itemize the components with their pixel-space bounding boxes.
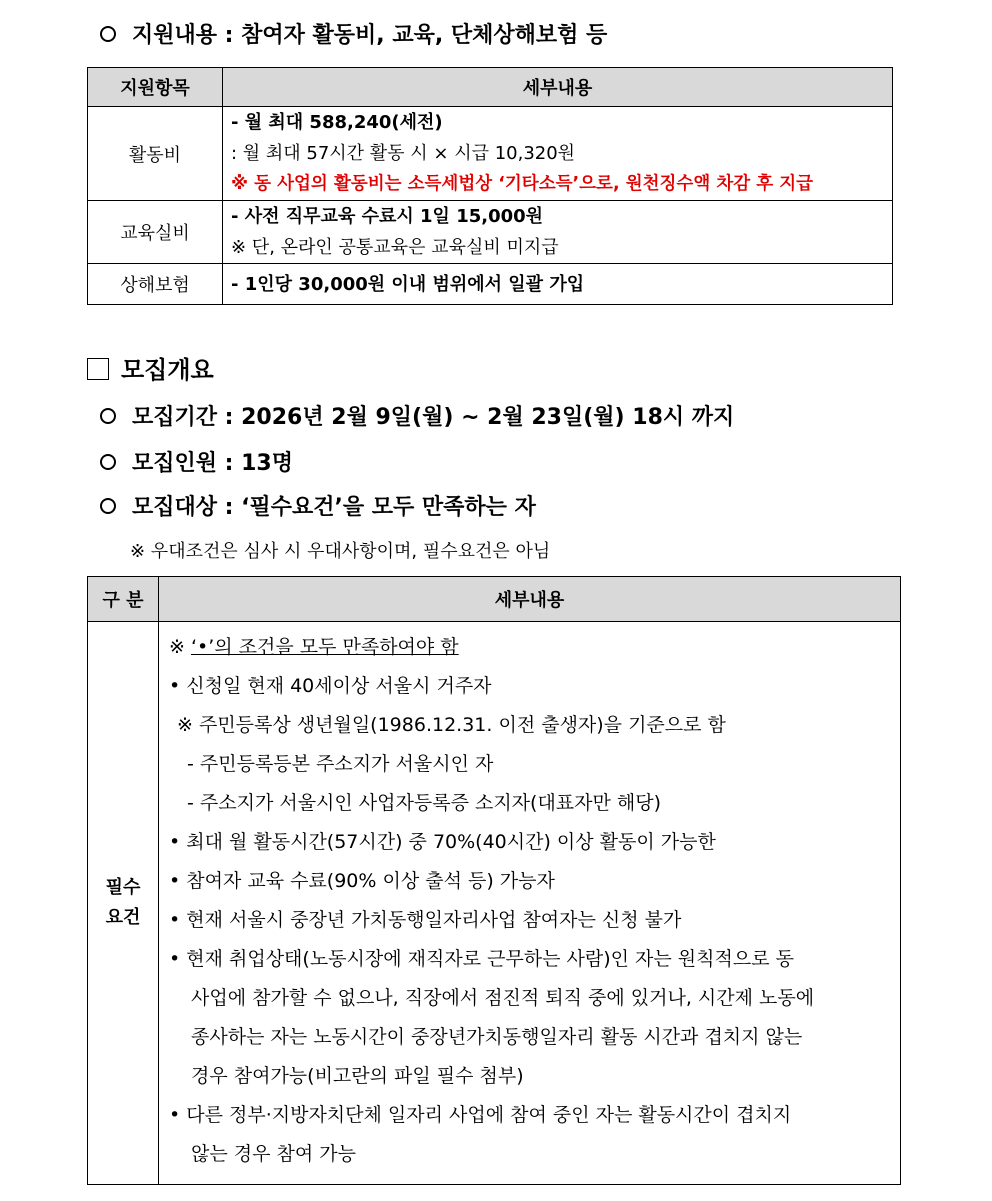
- circle-bullet-icon: [100, 26, 116, 42]
- req-label-line1: 필수: [105, 877, 141, 898]
- recruit-count: 모집인원 : 13명: [132, 451, 293, 476]
- education-line1: - 사전 직무교육 수료시 1일 15,000원: [231, 206, 544, 227]
- req-line-3: - 주민등록등본 주소지가 서울시인 자: [187, 753, 494, 775]
- req-line-6: • 참여자 교육 수료(90% 이상 출석 등) 가능자: [169, 870, 555, 892]
- req-label-line2: 요건: [105, 907, 141, 928]
- req-line-12: • 다른 정부·지방자치단체 일자리 사업에 참여 중인 자는 활동시간이 겹치지: [169, 1104, 792, 1126]
- requirements-table: [87, 576, 901, 1185]
- recruit-count-line: [100, 446, 293, 477]
- req-line-9: 사업에 참가할 수 없으나, 직장에서 점진적 퇴직 중에 있거나, 시간제 노동에: [191, 987, 815, 1009]
- req-line-11: 경우 참여가능(비고란의 파일 필수 첨부): [191, 1065, 524, 1087]
- recruit-section-title: 모집개요: [121, 356, 214, 384]
- req-line-8: • 현재 취업상태(노동시장에 재직자로 근무하는 사람)인 자는 원칙적으로 동: [169, 948, 794, 970]
- req-line-13: 않는 경우 참여 가능: [191, 1143, 356, 1165]
- activity-line2: : 월 최대 57시간 활동 시 × 시급 10,320원: [231, 143, 576, 164]
- recruit-period: 모집기간 : 2026년 2월 9일(월) ~ 2월 23일(월) 18시 까지: [132, 405, 735, 430]
- req-line-5: • 최대 월 활동시간(57시간) 중 70%(40시간) 이상 활동이 가능한: [169, 831, 716, 853]
- support-table: [87, 67, 893, 305]
- education-line2: ※ 단, 온라인 공통교육은 교육실비 미지급: [231, 237, 559, 258]
- activity-line3: ※ 동 사업의 활동비는 소득세법상 ‘기타소득’으로, 원천징수액 차감 후 지급: [231, 174, 814, 194]
- req-note: [169, 628, 900, 667]
- recruit-target: 모집대상 : ‘필수요건’을 모두 만족하는 자: [132, 495, 536, 520]
- recruit-section-title-line: [87, 350, 214, 385]
- req-note-underlined: ‘•’의 조건을 모두 만족하여야 함: [190, 636, 459, 658]
- req-detail: [159, 622, 901, 1185]
- recruit-note: ※ 우대조건은 심사 시 우대사항이며, 필수요건은 아님: [130, 541, 551, 562]
- circle-bullet-icon: [100, 454, 116, 470]
- requirements-row: [88, 622, 901, 1185]
- req-line-2: ※ 주민등록상 생년월일(1986.12.31. 이전 출생자)을 기준으로 함: [177, 714, 726, 736]
- support-row-education: [88, 201, 893, 264]
- support-table-header: [88, 68, 893, 107]
- support-row-activity: [88, 107, 893, 201]
- support-heading-line: [100, 18, 607, 49]
- header-item: 지원항목: [88, 68, 223, 107]
- circle-bullet-icon: [100, 498, 116, 514]
- circle-bullet-icon: [100, 408, 116, 424]
- education-detail: [223, 201, 893, 264]
- support-heading: 지원내용 : 참여자 활동비, 교육, 단체상해보험 등: [132, 23, 608, 48]
- support-row-insurance: [88, 264, 893, 305]
- checkbox-square-icon: [87, 358, 109, 380]
- req-line-4: - 주소지가 서울시인 사업자등록증 소지자(대표자만 해당): [187, 792, 662, 814]
- activity-line1: - 월 최대 588,240(세전): [231, 112, 443, 133]
- header-detail: 세부내용: [223, 68, 893, 107]
- req-label: [88, 622, 159, 1185]
- recruit-period-line: [100, 400, 734, 431]
- req-header-category: 구 분: [88, 577, 159, 622]
- activity-detail: [223, 107, 893, 201]
- insurance-label: 상해보험: [88, 264, 223, 305]
- insurance-detail: [223, 264, 893, 305]
- education-label: 교육실비: [88, 201, 223, 264]
- insurance-line1: - 1인당 30,000원 이내 범위에서 일괄 가입: [231, 273, 585, 295]
- req-line-1: • 신청일 현재 40세이상 서울시 거주자: [169, 675, 492, 697]
- req-note-prefix: ※: [169, 636, 191, 658]
- req-line-10: 종사하는 자는 노동시간이 중장년가치동행일자리 활동 시간과 겹치지 않는: [191, 1026, 803, 1048]
- req-line-7: • 현재 서울시 중장년 가치동행일자리사업 참여자는 신청 불가: [169, 909, 682, 931]
- requirements-table-header: [88, 577, 901, 622]
- activity-label: 활동비: [88, 107, 223, 201]
- req-header-detail: 세부내용: [159, 577, 901, 622]
- recruit-target-line: [100, 490, 536, 521]
